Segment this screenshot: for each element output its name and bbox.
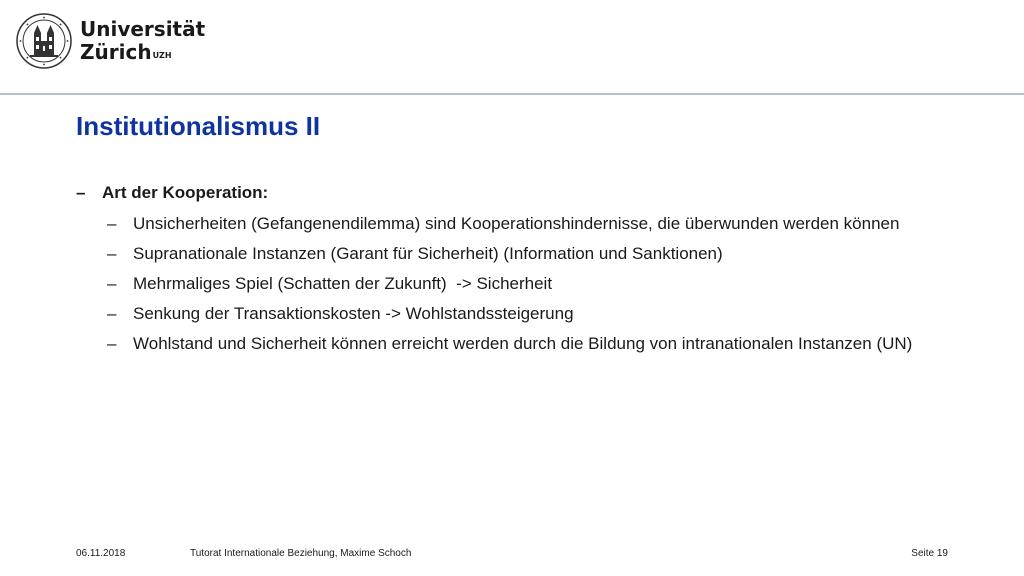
bullet-dash: – — [107, 274, 117, 293]
slide-title: Institutionalismus II — [76, 111, 321, 141]
list-item — [76, 303, 956, 324]
list-item — [76, 273, 956, 294]
footer-author: Tutorat Internationale Beziehung, Maxime Schoch — [190, 548, 412, 559]
list-item-text: Unsicherheiten (Gefangenendilemma) sind Kooperationshindernisse, die überwunden werden können — [133, 214, 900, 233]
list-item — [76, 213, 956, 234]
list-item-text: Mehrmaliges Spiel (Schatten der Zukunft) -> Sicherheit — [133, 274, 553, 293]
university-seal-icon — [16, 13, 72, 69]
bullet-dash: – — [76, 183, 86, 202]
bullet-dash: – — [107, 334, 117, 353]
university-logo-text — [80, 18, 205, 64]
list-item-text: Supranationale Instanzen (Garant für Sicherheit) (Information und Sanktionen) — [133, 244, 723, 263]
list-item — [76, 333, 956, 354]
logo-line2 — [80, 41, 205, 64]
list-item-text: Senkung der Transaktionskosten -> Wohlstandssteigerung — [133, 304, 574, 323]
bullet-heading-text: Art der Kooperation: — [102, 183, 269, 202]
footer-date: 06.11.2018 — [76, 548, 126, 559]
bullet-heading — [76, 182, 956, 203]
footer-page-number: Seite 19 — [911, 548, 948, 559]
logo-line1: Universität — [80, 17, 206, 41]
bullet-dash: – — [107, 244, 117, 263]
logo-superscript: UZH — [152, 51, 172, 60]
slide-header — [0, 0, 1024, 94]
logo-line2-text: Zürich — [80, 40, 152, 64]
bullet-dash: – — [107, 304, 117, 323]
header-divider — [0, 93, 1024, 95]
list-item-text: Wohlstand und Sicherheit können erreicht werden durch die Bildung von intranationalen Instanzen (UN) — [133, 334, 913, 353]
bullet-dash: – — [107, 214, 117, 233]
list-item — [76, 243, 956, 264]
bullet-list — [76, 182, 956, 363]
